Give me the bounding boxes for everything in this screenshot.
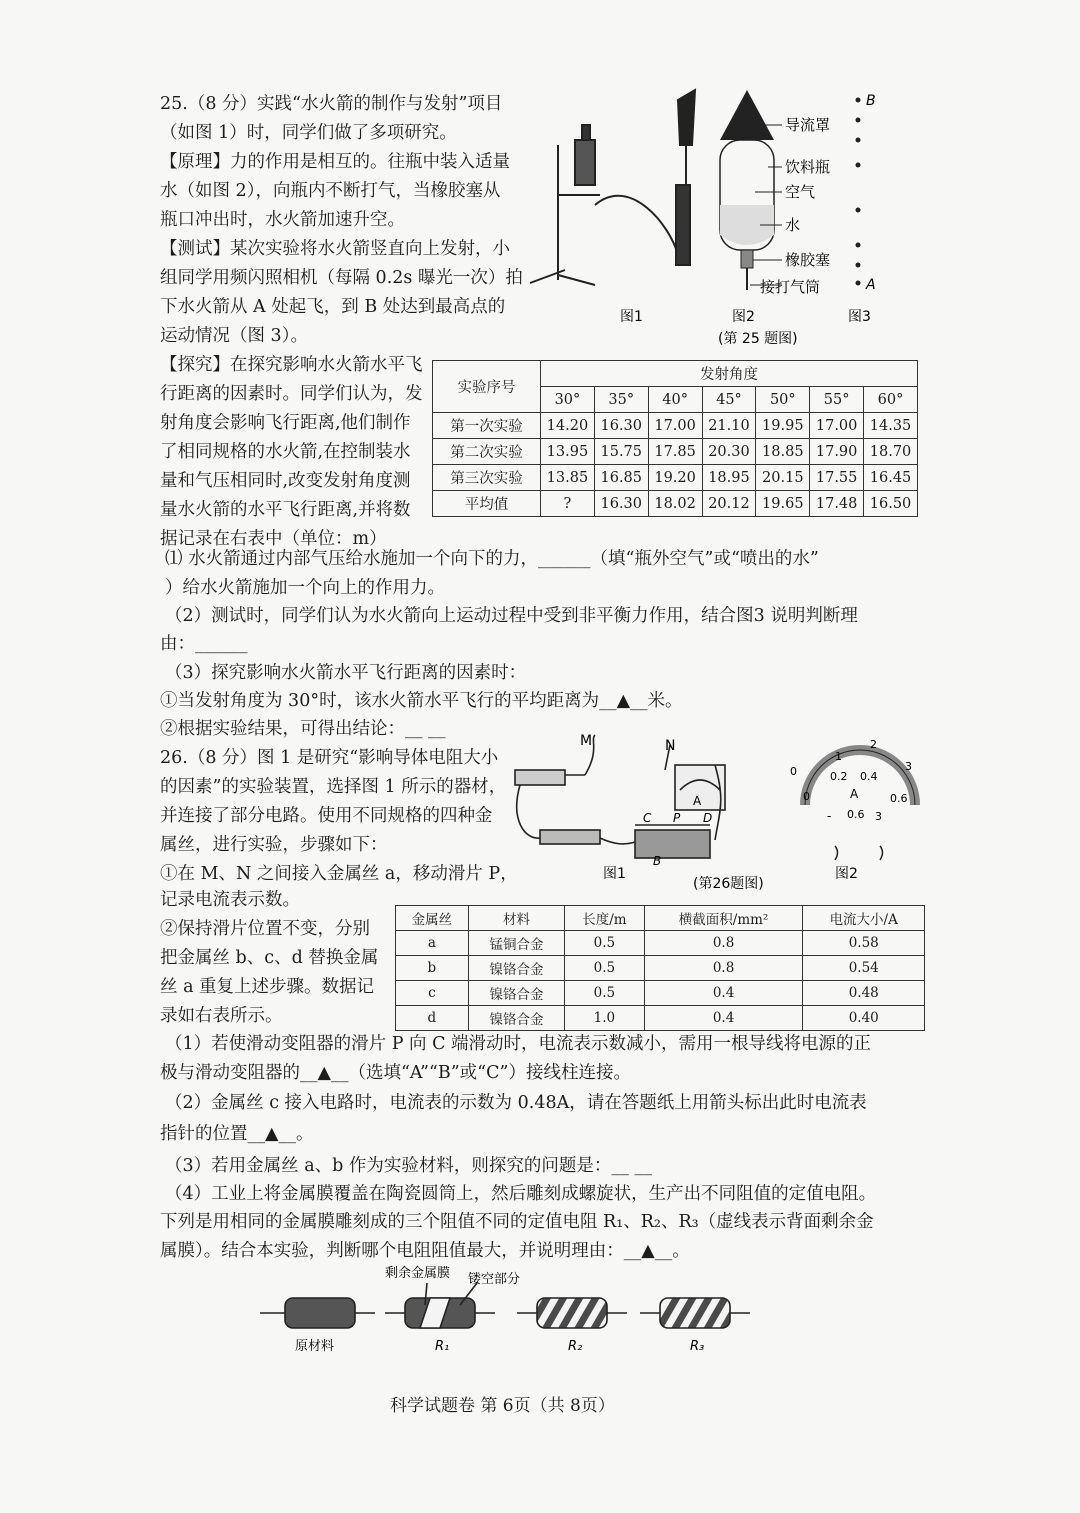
raw-material-resistor (285, 1298, 355, 1328)
table-cell: 19.65 (756, 491, 810, 517)
resistor-figure (255, 1265, 775, 1365)
q25-line: 组同学用频闪照相机（每隔 0.2s 曝光一次）拍 (160, 268, 523, 288)
fig3-caption: 图3 (848, 309, 871, 325)
terminal-c-label: C (643, 811, 652, 825)
table-header: 发射角度 (541, 361, 918, 387)
table-cell: ? (541, 491, 595, 517)
q26-figure-title: (第26题图) (693, 876, 764, 892)
resistor-caption: R₁ (435, 1339, 450, 1354)
label-air: 空气 (785, 183, 816, 201)
q26-line: ②保持滑片位置不变，分别 (160, 919, 370, 939)
slider-p-label: P (673, 811, 681, 825)
dial-label: 0.6 (847, 808, 865, 821)
dial-label: 0 (803, 790, 810, 803)
table-cell: 17.48 (810, 491, 864, 517)
q25-line: 据记录在右表中（单位：m） (160, 529, 387, 549)
table-row (396, 931, 925, 956)
resistor-r3 (660, 1298, 730, 1328)
row-label: 第一次实验 (433, 413, 541, 439)
q25-line: 量和气压相同时,改变发射角度测 (160, 471, 411, 491)
question-line: 属膜）。结合本实验，判断哪个电阻阻值最大，并说明理由：__▲__。 (160, 1241, 690, 1261)
dial-unit-label: A (850, 787, 859, 801)
table-cell: 21.10 (702, 413, 756, 439)
question-line: （3）探究影响水火箭水平飞行距离的因素时： (165, 663, 527, 683)
q26-line: 记录电流表示数。 (160, 890, 300, 910)
table-cell: 镍铬合金 (468, 1006, 564, 1031)
terminal-n-label: N (665, 738, 676, 754)
fig2-caption: 图2 (732, 309, 755, 325)
table-cell: 0.8 (644, 956, 803, 981)
table-cell: 16.30 (594, 491, 648, 517)
question-line: （1）若使滑动变阻器的滑片 P 向 C 端滑动时，电流表示数减小，需用一根导线将电源的正 (165, 1034, 872, 1054)
table-header: 横截面积/mm² (644, 906, 803, 931)
metal-wire-table (395, 905, 925, 1031)
dial-label: 0.6 (890, 792, 908, 805)
dial-label: 0.2 (830, 770, 848, 783)
dial-label: 0 (790, 765, 797, 778)
q25-line: 了相同规格的水火箭,在控制装水 (160, 442, 411, 462)
table-cell: 20.15 (756, 465, 810, 491)
table-cell: 0.4 (644, 1006, 803, 1031)
point-a-label: A (866, 277, 876, 293)
launch-angle-table (432, 360, 918, 517)
table-cell: 0.54 (803, 956, 925, 981)
q25-line: 瓶口冲出时，水火箭加速升空。 (160, 210, 405, 230)
terminal-d-label: D (703, 811, 713, 825)
table-cell: b (396, 956, 469, 981)
resistor-caption: 原材料 (295, 1339, 335, 1354)
q25-line: 量水火箭的水平飞行距离,并将数 (160, 500, 411, 520)
table-cell: 0.5 (565, 981, 645, 1006)
table-header: 材料 (468, 906, 564, 931)
table-cell: 13.85 (541, 465, 595, 491)
table-row (433, 439, 918, 465)
q26-figures (505, 730, 925, 900)
table-cell: 19.95 (756, 413, 810, 439)
table-row (433, 413, 918, 439)
q25-figures (510, 85, 910, 355)
table-cell: 17.90 (810, 439, 864, 465)
table-cell: 20.12 (702, 491, 756, 517)
bottle-rocket-diagram (720, 90, 782, 290)
question-line: （4）工业上将金属膜覆盖在陶瓷圆筒上，然后雕刻成螺旋状，生产出不同阻值的定值电阻。 (165, 1184, 877, 1204)
q25-line: 行距离的因素时。同学们认为，发 (160, 384, 423, 404)
dial-label: 3 (905, 760, 912, 773)
table-cell: 0.58 (803, 931, 925, 956)
table-cell: 16.50 (864, 491, 918, 517)
angle-header: 45° (702, 387, 756, 413)
label-rubber-stopper: 橡胶塞 (785, 251, 831, 269)
question-line: 由：______ (160, 634, 248, 654)
dial-label: 2 (870, 738, 877, 751)
angle-header: 50° (756, 387, 810, 413)
table-header: 实验序号 (433, 361, 541, 413)
table-cell: 17.55 (810, 465, 864, 491)
hollow-part-label: 镂空部分 (468, 1272, 521, 1287)
rocket-launcher-illustration (530, 90, 695, 285)
table-cell: 0.5 (565, 956, 645, 981)
table-cell: 17.85 (648, 439, 702, 465)
q26-line: 属丝，进行实验，步骤如下： (160, 835, 388, 855)
question-line: （2）金属丝 c 接入电路时，电流表的示数为 0.48A，请在答题纸上用箭头标出此时电流表 (165, 1093, 867, 1113)
table-cell: 16.45 (864, 465, 918, 491)
ammeter-dial-illustration (805, 750, 915, 860)
table-cell: 镍铬合金 (468, 981, 564, 1006)
terminal-b-label: B (653, 854, 662, 868)
q25-figure-title: (第 25 题图) (718, 331, 798, 347)
table-cell: 13.95 (541, 439, 595, 465)
angle-header: 35° (594, 387, 648, 413)
question-line: ）给水火箭施加一个向上的作用力。 (165, 578, 445, 598)
fig1-caption: 图1 (603, 866, 626, 882)
fig2-caption: 图2 (835, 866, 858, 882)
q25-line: （如图 1）时，同学们做了多项研究。 (160, 123, 457, 143)
question-line: （3）若用金属丝 a、b 作为实验材料，则探究的问题是：__ __ (165, 1156, 652, 1176)
table-cell: 0.4 (644, 981, 803, 1006)
q25-line: 运动情况（图 3）。 (160, 326, 308, 346)
label-bottle: 饮料瓶 (785, 158, 831, 176)
question-line: ①当发射角度为 30°时，该水火箭水平飞行的平均距离为__▲__米。 (160, 691, 683, 711)
question-line: （2）测试时，同学们认为水火箭向上运动过程中受到非平衡力作用，结合图3 说明判断理 (165, 606, 858, 626)
angle-header: 30° (541, 387, 595, 413)
q26-line: 丝 a 重复上述步骤。数据记 (160, 977, 375, 997)
table-row (433, 465, 918, 491)
q26-line: ①在 M、N 之间接入金属丝 a，移动滑片 P， (160, 864, 518, 884)
angle-header: 60° (864, 387, 918, 413)
resistor-r2 (537, 1298, 607, 1328)
question-line: ⑴ 水火箭通过内部气压给水施加一个向下的力，______（填“瓶外空气”或“喷出的水” (165, 549, 819, 569)
q25-line: 【探究】在探究影响水火箭水平飞 (160, 355, 423, 375)
resistor-caption: R₂ (568, 1339, 583, 1354)
table-cell: 16.85 (594, 465, 648, 491)
table-cell: 18.02 (648, 491, 702, 517)
dial-label: - (827, 809, 832, 823)
terminal-m-label: M (580, 733, 593, 749)
q26-line: 的因素”的实验装置，选择图 1 所示的器材， (160, 777, 507, 797)
question-line: 极与滑动变阻器的__▲__（选填“A”“B”或“C”）接线柱连接。 (160, 1063, 631, 1083)
dial-label: 1 (835, 750, 842, 763)
fig1-caption: 图1 (620, 309, 643, 325)
dial-label: 0.4 (860, 770, 878, 783)
q25-line: 射角度会影响飞行距离,他们制作 (160, 413, 411, 433)
table-cell: 14.20 (541, 413, 595, 439)
table-cell: 17.00 (810, 413, 864, 439)
row-label: 第二次实验 (433, 439, 541, 465)
table-cell: 锰铜合金 (468, 931, 564, 956)
table-cell: 0.5 (565, 931, 645, 956)
q25-line: 水（如图 2），向瓶内不断打气，当橡胶塞从 (160, 181, 501, 201)
label-water: 水 (785, 216, 801, 234)
table-row (396, 1006, 925, 1031)
angle-header: 55° (810, 387, 864, 413)
table-cell: 20.30 (702, 439, 756, 465)
q25-line: 【测试】某次实验将水火箭竖直向上发射，小 (160, 239, 510, 259)
table-cell: 0.48 (803, 981, 925, 1006)
table-row (396, 981, 925, 1006)
label-pump: 接打气筒 (760, 278, 821, 296)
question-line: 下列是用相同的金属膜雕刻成的三个阻值不同的定值电阻 R₁、R₂、R₃（虚线表示背面剩余金 (160, 1212, 874, 1232)
table-header: 长度/m (565, 906, 645, 931)
ammeter-a-label: A (693, 794, 702, 808)
label-guide-cap: 导流罩 (785, 116, 831, 134)
q26-line: 把金属丝 b、c、d 替换金属 (160, 948, 379, 968)
q25-line: 25.（8 分）实践“水火箭的制作与发射”项目 (160, 94, 503, 114)
table-cell: c (396, 981, 469, 1006)
strobe-dot-sequence (856, 98, 861, 286)
table-cell: 18.85 (756, 439, 810, 465)
table-cell: 15.75 (594, 439, 648, 465)
table-header: 电流大小/A (803, 906, 925, 931)
table-header: 金属丝 (396, 906, 469, 931)
table-cell: 0.8 (644, 931, 803, 956)
q26-line: 并连接了部分电路。使用不同规格的四种金 (160, 806, 493, 826)
question-line: ②根据实验结果，可得出结论：__ __ (160, 719, 446, 739)
dial-label: 3 (875, 810, 882, 823)
table-row (433, 491, 918, 517)
table-cell: 18.70 (864, 439, 918, 465)
table-cell: 14.35 (864, 413, 918, 439)
table-cell: 1.0 (565, 1006, 645, 1031)
table-cell: 镍铬合金 (468, 956, 564, 981)
table-cell: d (396, 1006, 469, 1031)
table-cell: 0.40 (803, 1006, 925, 1031)
remaining-film-label: 剩余金属膜 (385, 1266, 451, 1281)
table-cell: 18.95 (702, 465, 756, 491)
point-b-label: B (866, 93, 876, 109)
q25-line: 下水火箭从 A 处起飞，到 B 处达到最高点的 (160, 297, 506, 317)
question-line: 指针的位置__▲__。 (160, 1124, 314, 1144)
resistor-caption: R₃ (690, 1339, 705, 1354)
table-row (396, 956, 925, 981)
table-cell: 19.20 (648, 465, 702, 491)
table-cell: 17.00 (648, 413, 702, 439)
q26-line: 26.（8 分）图 1 是研究“影响导体电阻大小 (160, 748, 499, 768)
row-label: 平均值 (433, 491, 541, 517)
q26-line: 录如右表所示。 (160, 1006, 283, 1026)
q25-line: 【原理】力的作用是相互的。往瓶中装入适量 (160, 152, 510, 172)
row-label: 第三次实验 (433, 465, 541, 491)
angle-header: 40° (648, 387, 702, 413)
page-footer: 科学试题卷 第 6页（共 8页） (390, 1396, 615, 1416)
table-cell: a (396, 931, 469, 956)
table-cell: 16.30 (594, 413, 648, 439)
